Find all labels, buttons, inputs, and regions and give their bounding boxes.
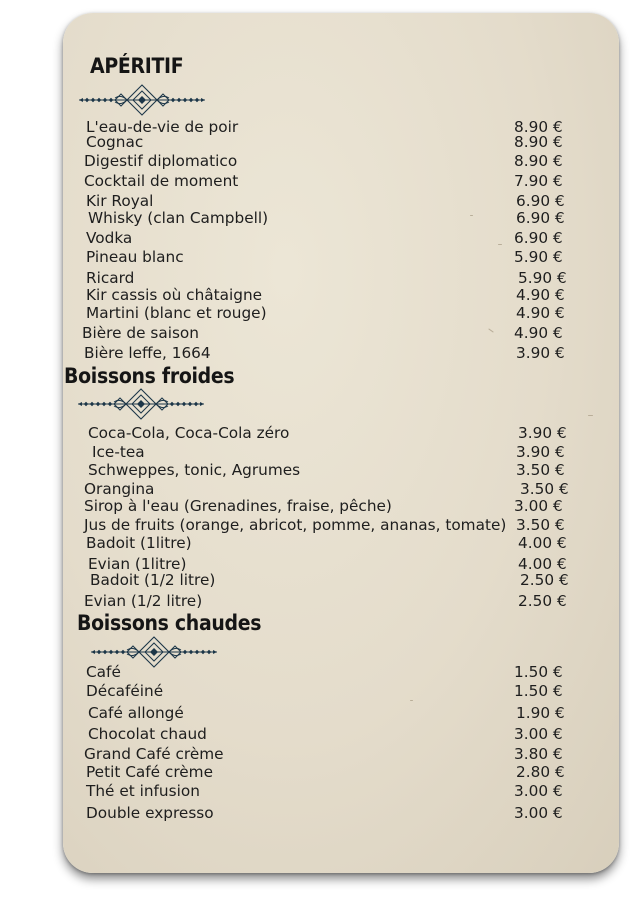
menu-price: 2.80 € — [516, 763, 565, 781]
menu-item: Jus de fruits (orange, abricot, pomme, ananas, tomate) — [84, 516, 507, 534]
menu-price: 3.00 € — [514, 725, 563, 743]
menu-price: 1.90 € — [516, 704, 565, 722]
menu-item: Evian (1litre) — [88, 555, 187, 573]
menu-item: L'eau-de-vie de poir — [86, 118, 239, 136]
menu-item: Martini (blanc et rouge) — [86, 304, 267, 322]
section-title-boissons-froides: Boissons froides — [64, 364, 235, 388]
menu-item: Décaféiné — [86, 682, 164, 700]
menu-item: Pineau blanc — [86, 248, 184, 266]
menu-item: Thé et infusion — [86, 782, 200, 800]
paper-texture — [588, 415, 593, 416]
menu-item: Café allongé — [88, 704, 184, 722]
menu-price: 6.90 € — [516, 209, 565, 227]
menu-item: Café — [86, 663, 121, 681]
menu-price: 3.80 € — [514, 745, 563, 763]
menu-price: 3.00 € — [514, 782, 563, 800]
menu-price: 3.50 € — [516, 461, 565, 479]
menu-item: Sirop à l'eau (Grenadines, fraise, pêche) — [84, 497, 392, 515]
menu-price: 1.50 € — [514, 663, 563, 681]
menu-price: 3.00 € — [514, 497, 563, 515]
menu-price: 7.90 € — [514, 172, 563, 190]
menu-price: 6.90 € — [514, 229, 563, 247]
menu-item: Digestif diplomatico — [84, 152, 238, 170]
menu-item: Double expresso — [86, 804, 214, 822]
menu-item: Badoit (1/2 litre) — [90, 571, 216, 589]
section-title-aperitif: APÉRITIF — [90, 54, 184, 78]
menu-price: 8.90 € — [514, 118, 563, 136]
menu-price: 4.90 € — [516, 286, 565, 304]
menu-price: 3.90 € — [516, 344, 565, 362]
diamond-flourish-ornament-icon — [76, 388, 206, 420]
menu-price: 4.90 € — [516, 304, 565, 322]
menu-price: 8.90 € — [514, 133, 563, 151]
menu-item: Bière leffe, 1664 — [84, 344, 211, 362]
paper-texture — [410, 700, 413, 701]
menu-item: Orangina — [84, 480, 155, 498]
menu-item: Ricard — [86, 269, 135, 287]
menu-price: 3.90 € — [516, 443, 565, 461]
menu-item: Badoit (1litre) — [86, 534, 192, 552]
menu-item: Schweppes, tonic, Agrumes — [88, 461, 301, 479]
menu-price: 1.50 € — [514, 682, 563, 700]
menu-price: 5.90 € — [514, 248, 563, 266]
diamond-flourish-ornament-icon — [77, 84, 207, 116]
menu-item: Petit Café crème — [86, 763, 213, 781]
menu-item: Bière de saison — [82, 324, 199, 342]
menu-price: 3.90 € — [518, 424, 567, 442]
menu-item: Grand Café crème — [84, 745, 224, 763]
menu-price: 4.00 € — [518, 555, 567, 573]
menu-item: Cocktail de moment — [84, 172, 239, 190]
menu-price: 3.50 € — [520, 480, 569, 498]
menu-item: Whisky (clan Campbell) — [88, 209, 269, 227]
menu-item: Kir Royal — [86, 192, 154, 210]
menu-item: Coca-Cola, Coca-Cola zéro — [88, 424, 290, 442]
menu-price: 4.00 € — [518, 534, 567, 552]
paper-texture — [470, 215, 473, 216]
menu-price: 4.90 € — [514, 324, 563, 342]
menu-price: 2.50 € — [518, 592, 567, 610]
menu-price: 3.50 € — [516, 516, 565, 534]
menu-item: Vodka — [86, 229, 133, 247]
menu-price: 6.90 € — [516, 192, 565, 210]
menu-item: Ice-tea — [92, 443, 145, 461]
menu-price: 2.50 € — [520, 571, 569, 589]
menu-price: 3.00 € — [514, 804, 563, 822]
section-title-boissons-chaudes: Boissons chaudes — [77, 611, 262, 635]
menu-item: Evian (1/2 litre) — [84, 592, 203, 610]
menu-item: Kir cassis où châtaigne — [86, 286, 263, 304]
paper-texture — [498, 244, 502, 245]
menu-item: Cognac — [86, 133, 144, 151]
menu-price: 5.90 € — [518, 269, 567, 287]
menu-item: Chocolat chaud — [88, 725, 207, 743]
menu-price: 8.90 € — [514, 152, 563, 170]
